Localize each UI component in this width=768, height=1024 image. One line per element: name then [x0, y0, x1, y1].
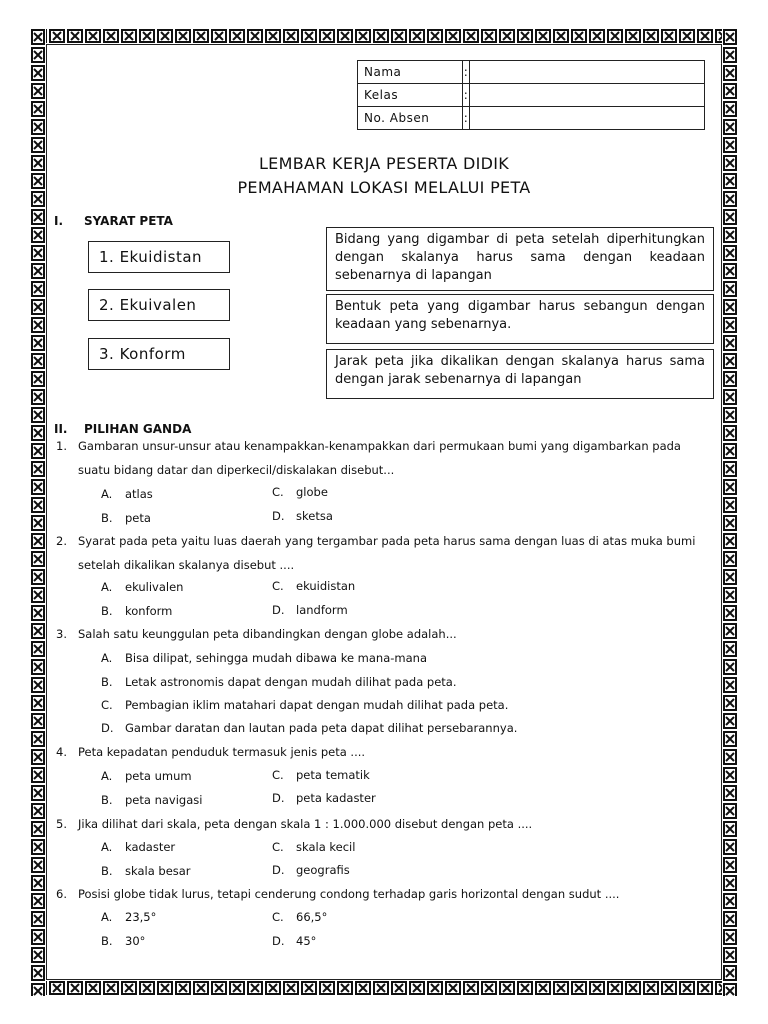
option-5c[interactable] — [272, 838, 355, 856]
option-letter: C. — [272, 485, 284, 499]
option-text: Gambar daratan dan lautan pada peta dapat dilihat persebarannya. — [125, 721, 518, 735]
option-text: 23,5° — [125, 910, 157, 924]
option-letter: C. — [101, 698, 113, 712]
option-text: sketsa — [296, 509, 333, 523]
question-number: 5. — [56, 817, 67, 831]
border-pattern-bottom — [30, 980, 738, 996]
identity-row-name — [358, 61, 705, 84]
option-letter: B. — [101, 511, 113, 525]
option-text: skala besar — [125, 864, 191, 878]
option-text: ekulivalen — [125, 580, 184, 594]
option-letter: D. — [272, 509, 285, 523]
question-text: Jika dilihat dari skala, peta dengan skala 1 : 1.000.000 disebut dengan peta .... — [78, 817, 533, 831]
option-6b[interactable] — [101, 932, 145, 950]
option-text: ekuidistan — [296, 579, 356, 593]
option-1b[interactable] — [101, 509, 151, 527]
border-pattern-right — [722, 28, 738, 996]
match-right-item: Jarak peta jika dikalikan dengan skalanya harus sama dengan jarak sebenarnya di lapangan — [326, 349, 714, 399]
match-left-item: 3. Konform — [88, 338, 230, 370]
option-4b[interactable] — [101, 791, 202, 809]
question-2 — [56, 529, 716, 577]
option-1c[interactable] — [272, 483, 328, 501]
question-number: 3. — [56, 627, 67, 641]
option-letter: B. — [101, 793, 113, 807]
question-text: Posisi globe tidak lurus, tetapi cenderung condong terhadap garis horizontal dengan sudut .... — [78, 887, 620, 901]
option-text: peta umum — [125, 769, 192, 783]
option-2d[interactable] — [272, 601, 348, 619]
section-title: SYARAT PETA — [84, 214, 173, 228]
option-letter: A. — [101, 769, 113, 783]
option-2c[interactable] — [272, 577, 355, 595]
option-letter: D. — [272, 603, 285, 617]
option-text: kadaster — [125, 840, 176, 854]
option-letter: B. — [101, 675, 113, 689]
question-4 — [56, 740, 716, 764]
option-text: Pembagian iklim matahari dapat dengan mudah dilihat pada peta. — [125, 698, 509, 712]
option-letter: D. — [272, 791, 285, 805]
identity-row-absen — [358, 107, 705, 130]
option-6c[interactable] — [272, 908, 327, 926]
option-1a[interactable] — [101, 485, 153, 503]
option-3c[interactable] — [101, 696, 508, 714]
question-text: Salah satu keunggulan peta dibandingkan dengan globe adalah... — [78, 627, 457, 641]
option-text: geografis — [296, 863, 350, 877]
option-text: atlas — [125, 487, 153, 501]
option-2a[interactable] — [101, 578, 183, 596]
option-3d[interactable] — [101, 719, 517, 737]
option-letter: A. — [101, 840, 113, 854]
option-text: peta navigasi — [125, 793, 203, 807]
match-right-item: Bidang yang digambar di peta setelah diperhitungkan dengan skalanya harus sama dengan keadaan sebenarnya di lapangan — [326, 227, 714, 291]
section-1-heading — [54, 214, 173, 228]
option-3a[interactable] — [101, 649, 427, 667]
match-left-item: 1. Ekuidistan — [88, 241, 230, 273]
option-text: peta — [125, 511, 151, 525]
option-letter: C. — [272, 768, 284, 782]
option-4a[interactable] — [101, 767, 192, 785]
option-6d[interactable] — [272, 932, 316, 950]
page-subtitle: PEMAHAMAN LOKASI MELALUI PETA — [237, 178, 531, 197]
section-number: II. — [54, 422, 68, 436]
match-right-item: Bentuk peta yang digambar harus sebangun dengan keadaan yang sebenarnya. — [326, 294, 714, 344]
question-1 — [56, 434, 716, 482]
option-letter: C. — [272, 840, 284, 854]
question-number: 2. — [56, 534, 67, 548]
identity-label: Nama — [358, 61, 463, 84]
option-letter: B. — [101, 864, 113, 878]
section-title: PILIHAN GANDA — [84, 422, 192, 436]
border-pattern-left — [30, 28, 46, 996]
option-2b[interactable] — [101, 602, 172, 620]
option-letter: B. — [101, 604, 113, 618]
decorative-border-left — [30, 28, 46, 996]
identity-colon: : — [463, 84, 470, 107]
question-5 — [56, 812, 716, 836]
option-5a[interactable] — [101, 838, 175, 856]
page-title: LEMBAR KERJA PESERTA DIDIK — [258, 154, 510, 173]
decorative-border-right — [722, 28, 738, 996]
option-letter: A. — [101, 910, 113, 924]
option-letter: D. — [101, 721, 114, 735]
question-text: Peta kepadatan penduduk termasuk jenis peta .... — [78, 745, 366, 759]
option-1d[interactable] — [272, 507, 333, 525]
question-3 — [56, 622, 716, 646]
section-number: I. — [54, 214, 64, 228]
option-letter: D. — [272, 863, 285, 877]
option-letter: C. — [272, 579, 284, 593]
option-5d[interactable] — [272, 861, 350, 879]
decorative-border-bottom — [30, 980, 738, 996]
border-pattern-top — [30, 28, 738, 44]
identity-colon: : — [463, 107, 470, 130]
option-text: peta kadaster — [296, 791, 376, 805]
option-letter: A. — [101, 487, 113, 501]
question-number: 1. — [56, 439, 67, 453]
option-6a[interactable] — [101, 908, 156, 926]
decorative-border-top — [30, 28, 738, 44]
identity-label: Kelas — [358, 84, 463, 107]
option-letter: A. — [101, 580, 113, 594]
question-number: 6. — [56, 887, 67, 901]
option-text: peta tematik — [296, 768, 370, 782]
identity-table — [357, 60, 705, 130]
identity-label: No. Absen — [358, 107, 463, 130]
option-text: 66,5° — [296, 910, 328, 924]
question-text: Syarat pada peta yaitu luas daerah yang tergambar pada peta harus sama dengan luas di atas muka bumi setelah dikalikan skalanya disebut .... — [78, 534, 696, 572]
option-5b[interactable] — [101, 862, 191, 880]
question-text: Gambaran unsur-unsur atau kenampakkan-kenampakkan dari permukaan bumi yang digambarkan pada suatu bidang datar dan diperkecil/diskalakan disebut... — [78, 439, 681, 477]
match-left-item: 2. Ekuivalen — [88, 289, 230, 321]
option-text: globe — [296, 485, 328, 499]
option-4c[interactable] — [272, 766, 370, 784]
name-field[interactable] — [470, 61, 705, 84]
option-text: 45° — [296, 934, 317, 948]
option-4d[interactable] — [272, 789, 376, 807]
identity-colon: : — [463, 61, 470, 84]
option-letter: C. — [272, 910, 284, 924]
option-text: Bisa dilipat, sehingga mudah dibawa ke mana-mana — [125, 651, 428, 665]
question-6 — [56, 882, 716, 906]
option-text: 30° — [125, 934, 146, 948]
option-text: skala kecil — [296, 840, 356, 854]
option-letter: D. — [272, 934, 285, 948]
absen-field[interactable] — [470, 107, 705, 130]
option-text: Letak astronomis dapat dengan mudah dilihat pada peta. — [125, 675, 457, 689]
identity-row-class — [358, 84, 705, 107]
option-text: landform — [296, 603, 348, 617]
option-text: konform — [125, 604, 173, 618]
option-letter: A. — [101, 651, 113, 665]
question-number: 4. — [56, 745, 67, 759]
option-3b[interactable] — [101, 673, 457, 691]
class-field[interactable] — [470, 84, 705, 107]
option-letter: B. — [101, 934, 113, 948]
